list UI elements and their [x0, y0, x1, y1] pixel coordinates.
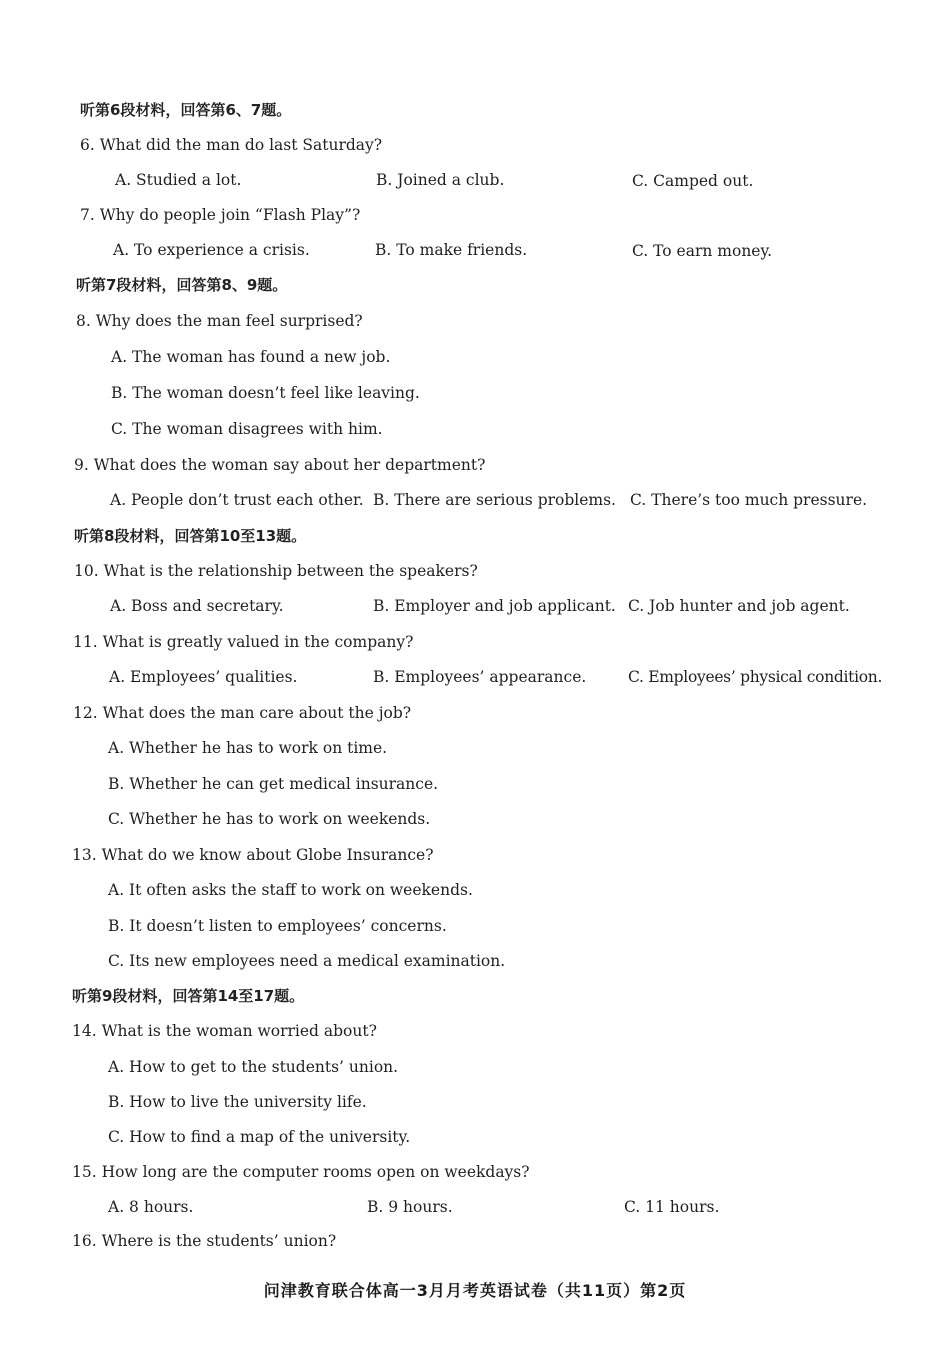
question-12-option-a: A. Whether he has to work on time.: [108, 739, 388, 757]
question-7-option-b: B. To make friends.: [375, 241, 528, 259]
question-9-option-b: B. There are serious problems.: [373, 491, 616, 509]
section-heading-9: 听第9段材料，回答第14至17题。: [72, 987, 305, 1005]
question-8-option-a: A. The woman has found a new job.: [111, 348, 391, 366]
question-9-option-c: C. There’s too much pressure.: [630, 491, 868, 509]
question-6-option-b: B. Joined a club.: [376, 171, 505, 189]
question-10-option-a: A. Boss and secretary.: [110, 597, 284, 615]
section-heading-6: 听第6段材料，回答第6、7题。: [80, 101, 292, 119]
question-7-option-a: A. To experience a crisis.: [113, 241, 310, 259]
question-11-stem: 11. What is greatly valued in the company?: [73, 633, 414, 651]
question-8-option-c: C. The woman disagrees with him.: [111, 420, 383, 438]
section-heading-7: 听第7段材料，回答第8、9题。: [76, 276, 288, 294]
question-14-option-a: A. How to get to the students’ union.: [108, 1058, 399, 1076]
page-footer: 问津教育联合体高一3月月考英语试卷（共11页）第2页: [263, 1281, 687, 1300]
question-15-stem: 15. How long are the computer rooms open on weekdays?: [72, 1163, 530, 1181]
question-11-option-a: A. Employees’ qualities.: [109, 668, 298, 686]
question-10-option-c: C. Job hunter and job agent.: [628, 597, 850, 615]
question-13-option-a: A. It often asks the staff to work on weekends.: [108, 881, 473, 899]
question-10-option-b: B. Employer and job applicant.: [373, 597, 616, 615]
section-heading-8: 听第8段材料，回答第10至13题。: [74, 527, 307, 545]
question-8-option-b: B. The woman doesn’t feel like leaving.: [111, 384, 420, 402]
question-10-stem: 10. What is the relationship between the speakers?: [74, 562, 478, 580]
question-8-stem: 8. Why does the man feel surprised?: [76, 312, 363, 330]
question-13-option-b: B. It doesn’t listen to employees’ concerns.: [108, 917, 447, 935]
question-15-option-c: C. 11 hours.: [624, 1198, 720, 1216]
question-14-stem: 14. What is the woman worried about?: [72, 1022, 377, 1040]
question-12-option-c: C. Whether he has to work on weekends.: [108, 810, 431, 828]
question-13-stem: 13. What do we know about Globe Insurance?: [72, 846, 434, 864]
question-12-option-b: B. Whether he can get medical insurance.: [108, 775, 439, 793]
question-13-option-c: C. Its new employees need a medical examination.: [108, 952, 506, 970]
question-14-option-c: C. How to find a map of the university.: [108, 1128, 411, 1146]
question-16-stem: 16. Where is the students’ union?: [72, 1232, 337, 1250]
question-9-stem: 9. What does the woman say about her department?: [74, 456, 486, 474]
question-7-option-c: C. To earn money.: [632, 242, 773, 260]
question-15-option-a: A. 8 hours.: [108, 1198, 194, 1216]
question-11-option-c: C. Employees’ physical condition.: [628, 668, 883, 686]
question-12-stem: 12. What does the man care about the job?: [73, 704, 412, 722]
question-6-stem: 6. What did the man do last Saturday?: [80, 136, 383, 154]
question-15-option-b: B. 9 hours.: [367, 1198, 453, 1216]
question-7-stem: 7. Why do people join “Flash Play”?: [80, 206, 361, 224]
question-14-option-b: B. How to live the university life.: [108, 1093, 367, 1111]
question-6-option-c: C. Camped out.: [632, 172, 754, 190]
question-9-option-a: A. People don’t trust each other.: [110, 491, 364, 509]
question-6-option-a: A. Studied a lot.: [115, 171, 242, 189]
question-11-option-b: B. Employees’ appearance.: [373, 668, 587, 686]
